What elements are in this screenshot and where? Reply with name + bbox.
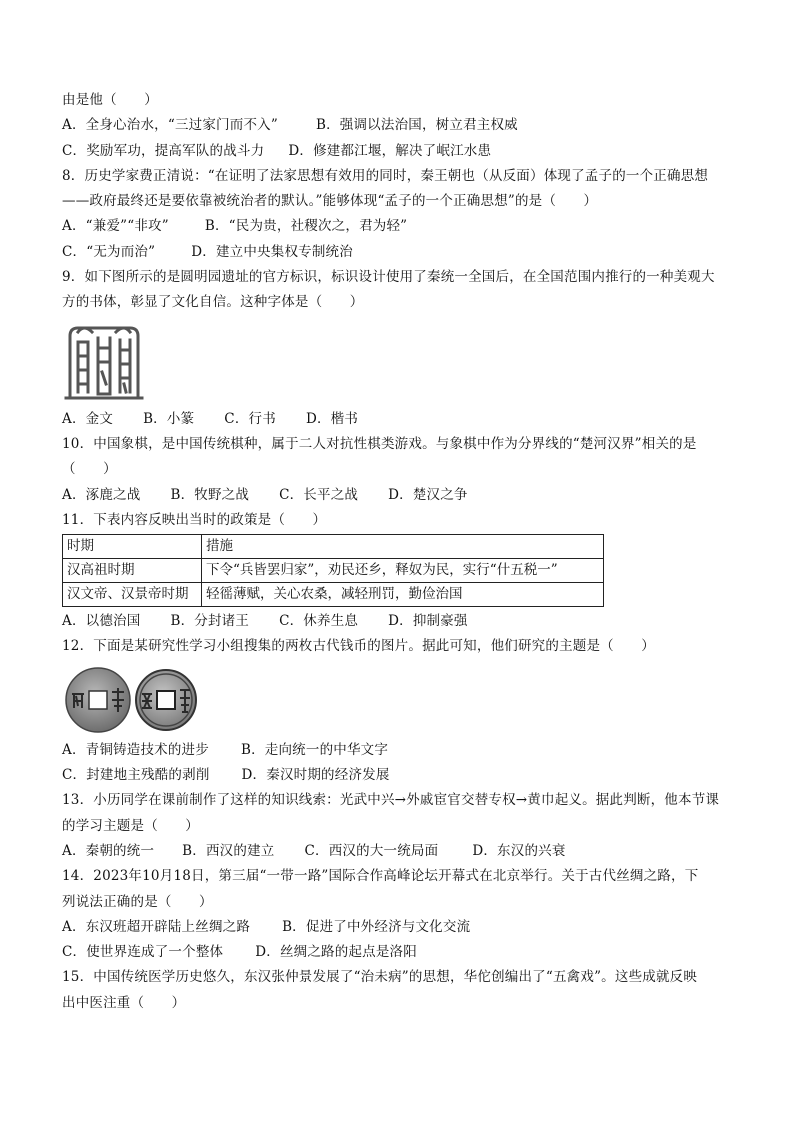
q9-options-row [62,407,742,432]
q8-options-row-1 [62,214,742,239]
q10-option-b[interactable]: B．牧野之战 [170,486,250,503]
yuanmingyuan-logo-figure [62,316,742,407]
q10-stem-line-2: （ ） [62,461,117,478]
q14-option-a[interactable]: A．东汉班超开辟陆上丝绸之路 [62,918,251,935]
q14-options-row-1 [62,915,742,940]
q10-option-c[interactable]: C．长平之战 [279,486,359,503]
q8-stem-line-2: ——政府最终还是要依靠被统治者的默认。”能够体现“孟子的一个正确思想”的是（ ） [62,193,598,210]
q13-option-b[interactable]: B．西汉的建立 [182,842,275,859]
table-cell-period: 汉文帝、汉景帝时期 [63,583,202,607]
table-header-period: 时期 [63,535,202,559]
q14-option-c[interactable]: C．使世界连成了一个整体 [62,944,224,961]
seal-script-logo-image [64,322,144,402]
q7-option-a[interactable]: A．全身心治水，“三过家门而不入” [62,117,278,134]
q8-option-b[interactable]: B．“民为贵，社稷次之，君为轻” [204,218,408,235]
q12-options-row-2 [62,763,742,788]
q14-option-b[interactable]: B．促进了中外经济与文化交流 [282,918,471,935]
q13-option-d[interactable]: D．东汉的兴衰 [472,842,566,859]
q12-options-row-1 [62,738,742,763]
q7-option-d[interactable]: D．修建都江堰，解决了岷江水患 [288,142,492,159]
policy-table [62,534,604,607]
q11-option-d[interactable]: D．抑制豪强 [388,613,468,630]
q12-option-c[interactable]: C．封建地主残酷的剥削 [62,767,210,784]
q13-stem-line-1: 13．小历同学在课前制作了这样的知识线索：光武中兴→外戚宦官交替专权→黄巾起义。据此判断，他本节课 [62,792,720,809]
q11-stem-line-1: 11．下表内容反映出当时的政策是（ ） [62,511,327,528]
q12-option-d[interactable]: D．秦汉时期的经济发展 [241,767,390,784]
table-cell-measures: 轻徭薄赋，关心农桑，减轻刑罚，勤俭治国 [202,583,604,607]
table-row [63,559,604,583]
q12-option-b[interactable]: B．走向统一的中华文字 [240,741,389,758]
q7-option-b[interactable]: B．强调以法治国，树立君主权威 [315,117,518,134]
q9-option-b[interactable]: B．小篆 [143,410,195,427]
table-header-row [63,535,604,559]
q11-option-b[interactable]: B．分封诸王 [170,613,250,630]
q10-option-a[interactable]: A．涿鹿之战 [62,486,141,503]
q8-stem-line-1: 8．历史学家费正清说：“在证明了法家思想有效用的同时，秦王朝也（从反面）体现了孟子的一个正确思想 [62,167,709,184]
q12-option-a[interactable]: A．青铜铸造技术的进步 [62,741,209,758]
coin-wuzhu-image [134,668,198,732]
q9-stem-line-1: 9．如下图所示的是圆明园遗址的官方标识，标识设计使用了秦统一全国后，在全国范围内推行的一种美观大 [62,269,715,286]
coins-figure [62,660,742,738]
q8-options-row-2 [62,240,742,265]
q7-options-row-2 [62,139,742,164]
q10-options-row [62,483,742,508]
q10-stem-line-1: 10．中国象棋，是中国传统棋种，属于二人对抗性棋类游戏。与象棋中作为分界线的“楚河汉界”相关的是 [62,435,697,452]
table-cell-period: 汉高祖时期 [63,559,202,583]
coin-banliang-image [64,666,132,734]
q13-options-row [62,839,742,864]
q8-option-d[interactable]: D．建立中央集权专制统治 [191,243,353,260]
q7-stem-tail: 由是他（ ） [62,92,158,108]
q9-option-a[interactable]: A．金文 [62,410,114,427]
q14-stem-line-2: 列说法正确的是（ ） [62,893,213,910]
q12-stem-line-1: 12．下面是某研究性学习小组搜集的两枚古代钱币的图片。据此可知，他们研究的主题是（ ） [62,638,655,655]
q8-option-a[interactable]: A．“兼爱”“非攻” [62,218,169,235]
q7-options-row-1 [62,113,742,138]
q13-option-c[interactable]: C．西汉的大一统局面 [304,842,439,859]
q9-stem-line-2: 方的书体，彰显了文化自信。这种字体是（ ） [62,294,364,311]
exam-page [62,88,742,1016]
q15-stem-line-1: 15．中国传统医学历史悠久，东汉张仲景发展了“治未病”的思想，华佗创编出了“五禽戏”。这些成就反映 [62,969,698,986]
q14-option-d[interactable]: D．丝绸之路的起点是洛阳 [255,944,417,961]
q13-option-a[interactable]: A．秦朝的统一 [62,842,155,859]
q9-option-d[interactable]: D．楷书 [305,410,359,427]
q7-option-c[interactable]: C．奖励军功，提高军队的战斗力 [62,142,265,159]
q10-option-d[interactable]: D．楚汉之争 [388,486,468,503]
q14-stem-line-1: 14．2023年10月18日，第三届“一带一路”国际合作高峰论坛开幕式在北京举行。关于古代丝绸之路，下 [62,868,699,885]
table-header-measures: 措施 [202,535,604,559]
q13-stem-line-2: 的学习主题是（ ） [62,817,199,834]
q11-options-row [62,609,742,634]
q11-option-c[interactable]: C．休养生息 [279,613,359,630]
q15-stem-line-2: 出中医注重（ ） [62,994,186,1011]
q11-option-a[interactable]: A．以德治国 [62,613,141,630]
q8-option-c[interactable]: C．“无为而治” [62,243,156,260]
table-cell-measures: 下令“兵皆罢归家”，劝民还乡，释奴为民，实行“什五税一” [202,559,604,583]
q9-option-c[interactable]: C．行书 [224,410,276,427]
table-row [63,583,604,607]
q14-options-row-2 [62,940,742,965]
